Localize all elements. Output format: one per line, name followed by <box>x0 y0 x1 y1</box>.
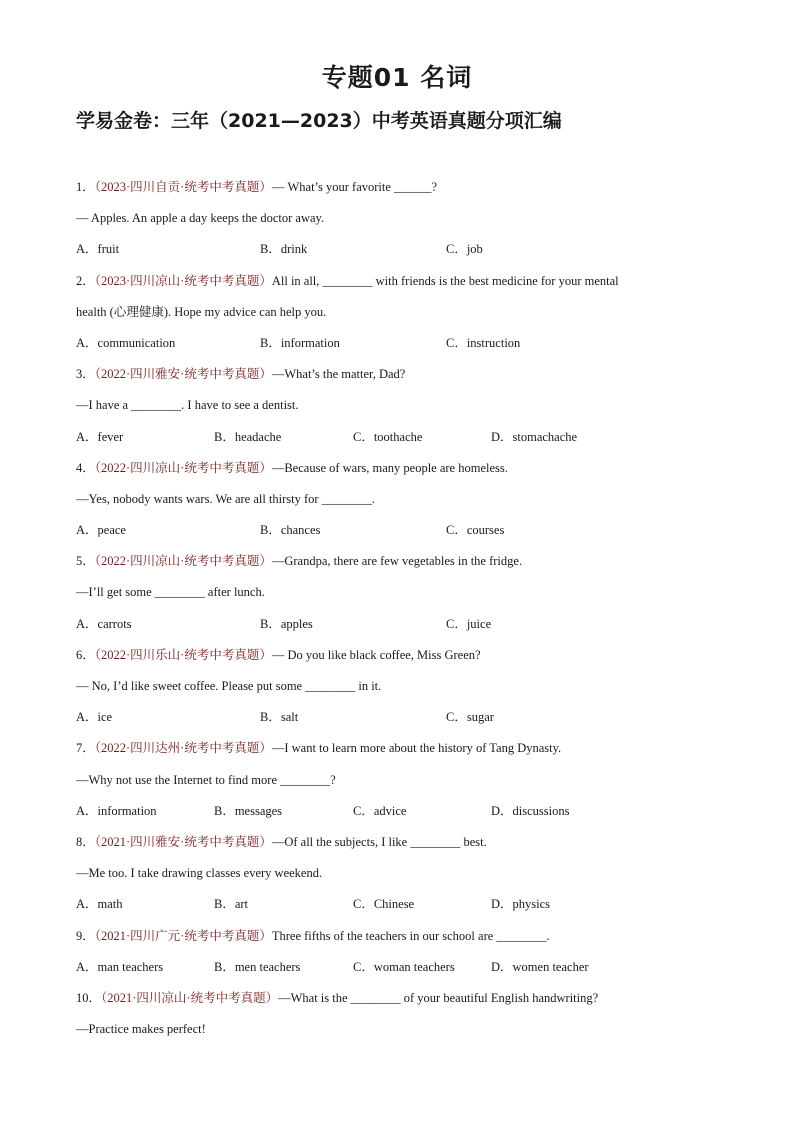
question-number: 8． <box>76 834 95 849</box>
options-row <box>76 423 716 454</box>
question-line: —I’ll get some ________ after lunch. <box>76 585 265 600</box>
option: C．Chinese <box>353 897 415 912</box>
question-number: 1． <box>76 180 95 194</box>
option: A．communication <box>76 335 176 350</box>
option: D．physics <box>491 897 551 912</box>
option: A．man teachers <box>76 959 164 974</box>
option: C．sugar <box>446 710 494 725</box>
question-number: 4． <box>76 460 95 475</box>
options-row <box>76 516 716 547</box>
question-source: （2021·四川凉山·统考中考真题） <box>101 990 279 1005</box>
options-row <box>76 953 716 984</box>
question-stem: All in all, ________ with friends is the best medicine for your mental <box>271 273 619 288</box>
question-number: 9． <box>76 928 95 943</box>
question-number: 10． <box>76 990 102 1005</box>
question-source: （2021·四川广元·统考中考真题） <box>94 928 272 943</box>
option: C．instruction <box>446 335 521 350</box>
question-number: 6． <box>76 647 95 662</box>
question-source: （2022·四川雅安·统考中考真题） <box>94 367 272 382</box>
options-row <box>76 797 716 828</box>
option: B．apples <box>260 616 313 631</box>
options-row <box>76 235 716 266</box>
option: A．fever <box>76 429 124 444</box>
question-number: 7． <box>76 741 95 756</box>
question-1 <box>76 173 716 204</box>
question-stem: — Do you like black coffee, Miss Green? <box>271 647 481 662</box>
option: A．carrots <box>76 616 132 631</box>
option: A．fruit <box>76 242 120 257</box>
option: B．messages <box>214 803 283 818</box>
option: B．information <box>260 335 340 350</box>
question-line: — No, I’d like sweet coffee. Please put some ________ in it. <box>76 679 382 693</box>
question-stem: —I want to learn more about the history of Tang Dynasty. <box>271 741 562 756</box>
question-source: （2021·四川雅安·统考中考真题） <box>94 834 272 849</box>
question-5 <box>76 547 716 578</box>
question-10 <box>76 984 716 1015</box>
options-row <box>76 890 716 921</box>
question-stem: —Because of wars, many people are homeless. <box>271 460 508 475</box>
question-number: 3． <box>76 367 95 382</box>
question-source: （2022·四川凉山·统考中考真题） <box>94 554 272 569</box>
question-4 <box>76 454 716 485</box>
option: C．juice <box>446 616 492 631</box>
question-8 <box>76 828 716 859</box>
question-line: health (心理健康). Hope my advice can help you. <box>76 304 327 319</box>
question-source: （2023·四川凉山·统考中考真题） <box>94 273 272 288</box>
option: B．art <box>214 897 249 912</box>
question-stem: —Grandpa, there are few vegetables in the fridge. <box>271 554 523 569</box>
options-row <box>76 610 716 641</box>
question-source: （2022·四川凉山·统考中考真题） <box>94 460 272 475</box>
question-line: —Me too. I take drawing classes every weekend. <box>76 866 323 881</box>
option: B．headache <box>214 429 282 444</box>
option: B．chances <box>260 523 321 538</box>
question-number: 2． <box>76 273 95 288</box>
question-3 <box>76 360 716 391</box>
question-stem: —What’s the matter, Dad? <box>271 367 406 382</box>
option: C．courses <box>446 523 505 538</box>
question-source: （2023·四川自贡·统考中考真题） <box>94 180 272 194</box>
question-stem: —Of all the subjects, I like ________ best. <box>271 834 487 849</box>
option: D．stomachache <box>491 429 578 444</box>
option: C．job <box>446 242 483 257</box>
option: A．information <box>76 803 157 818</box>
question-line: —Yes, nobody wants wars. We are all thirsty for ________. <box>76 491 375 506</box>
question-number: 5． <box>76 554 95 569</box>
question-line: —I have a ________. I have to see a dentist. <box>76 398 299 413</box>
option: A．peace <box>76 523 126 538</box>
question-6 <box>76 641 716 672</box>
option: A．ice <box>76 710 113 725</box>
question-line: —Why not use the Internet to find more ________? <box>76 772 336 787</box>
question-source: （2022·四川达州·统考中考真题） <box>94 741 272 756</box>
question-9 <box>76 922 716 953</box>
option: D．discussions <box>491 803 570 818</box>
document-subtitle: 学易金卷：三年（2021—2023）中考英语真题分项汇编 <box>76 110 562 132</box>
option: A．math <box>76 897 123 912</box>
options-row <box>76 329 716 360</box>
option: B．drink <box>260 242 308 257</box>
option: C．woman teachers <box>353 959 455 974</box>
option: B．men teachers <box>214 959 301 974</box>
question-line: —Practice makes perfect! <box>76 1022 206 1037</box>
question-list <box>76 173 716 1046</box>
question-7 <box>76 734 716 765</box>
document-title: 专题01 名词 <box>321 63 473 92</box>
option: D．women teacher <box>491 959 589 974</box>
options-row <box>76 703 716 734</box>
question-source: （2022·四川乐山·统考中考真题） <box>94 647 272 662</box>
option: B．salt <box>260 710 299 725</box>
option: C．advice <box>353 803 407 818</box>
question-stem: Three fifths of the teachers in our school are ________. <box>271 928 550 943</box>
question-line: — Apples. An apple a day keeps the doctor away. <box>76 211 325 226</box>
question-stem: — What’s your favorite ______? <box>271 180 438 194</box>
question-stem: —What is the ________ of your beautiful English handwriting? <box>278 990 599 1005</box>
question-2 <box>76 267 716 298</box>
option: C．toothache <box>353 429 423 444</box>
